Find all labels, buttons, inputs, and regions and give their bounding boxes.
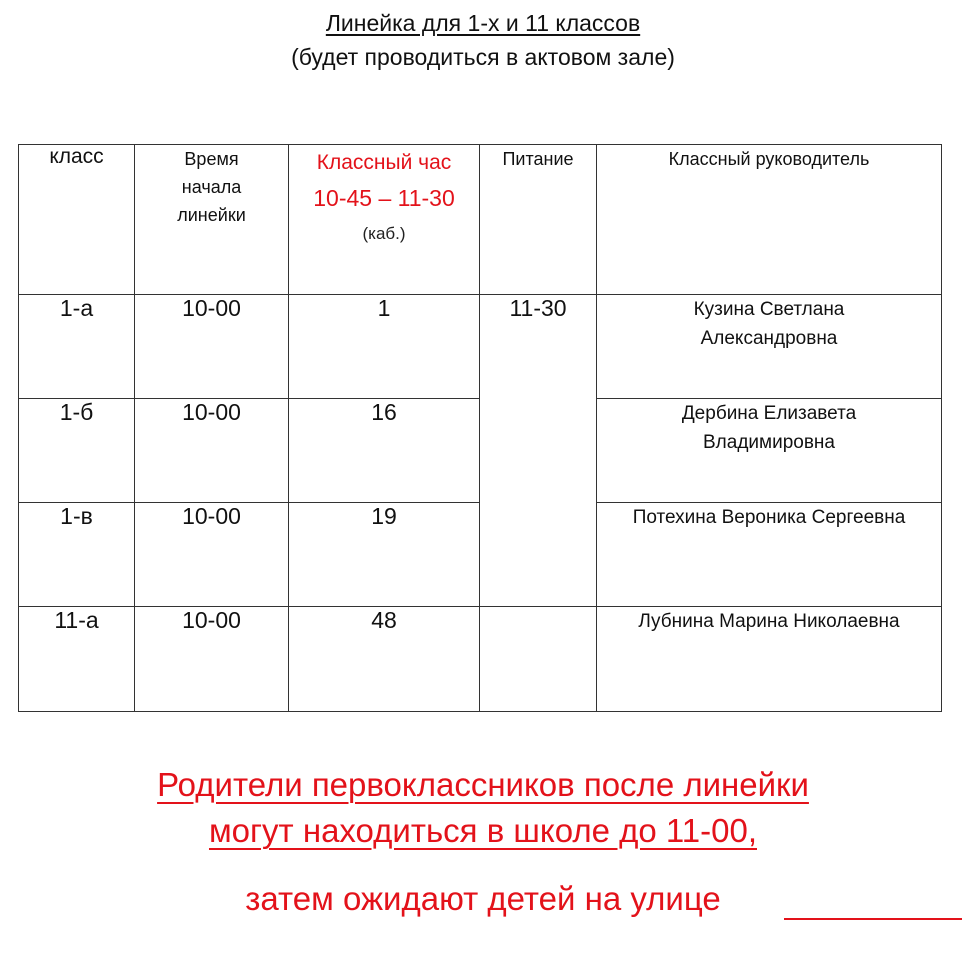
page-title: Линейка для 1-х и 11 классов	[325, 10, 641, 36]
notice-underline	[784, 918, 962, 920]
teacher-cell: Потехина Вероника Сергеевна	[597, 503, 942, 607]
class-cell: 1-в	[19, 503, 135, 607]
header-start-time: Время начала линейки	[135, 145, 289, 295]
table-row	[19, 607, 942, 712]
teacher-cell: Дербина Елизавета Владимировна	[597, 399, 942, 503]
meal-cell-empty	[480, 607, 597, 712]
notice-line-1: Родители первоклассников после линейки	[157, 766, 809, 803]
room-cell: 19	[289, 503, 480, 607]
start-time-cell: 10-00	[135, 295, 289, 399]
room-cell: 48	[289, 607, 480, 712]
notice-line-2: могут находиться в школе до 11-00,	[208, 812, 757, 849]
start-time-cell: 10-00	[135, 399, 289, 503]
room-cell: 16	[289, 399, 480, 503]
start-time-cell: 10-00	[135, 607, 289, 712]
header-teacher: Классный руководитель	[597, 145, 942, 295]
notice-line-3: затем ожидают детей на улице	[245, 880, 721, 917]
room-cell: 1	[289, 295, 480, 399]
start-time-cell: 10-00	[135, 503, 289, 607]
class-cell: 1-а	[19, 295, 135, 399]
class-cell: 11-а	[19, 607, 135, 712]
schedule-table	[18, 144, 942, 712]
header-meal: Питание	[480, 145, 597, 295]
class-cell: 1-б	[19, 399, 135, 503]
class-hour-title: Классный час	[316, 151, 452, 174]
page-subtitle: (будет проводиться в актовом зале)	[291, 44, 675, 70]
meal-cell: 11-30	[480, 295, 597, 607]
class-hour-time: 10-45 – 11-30	[313, 185, 455, 211]
header-class-hour	[289, 145, 480, 295]
class-hour-room-note: (каб.)	[362, 224, 406, 243]
teacher-cell: Кузина Светлана Александровна	[597, 295, 942, 399]
table-header-row	[19, 145, 942, 295]
header-class: класс	[19, 145, 135, 295]
table-row	[19, 295, 942, 399]
teacher-cell: Лубнина Марина Николаевна	[597, 607, 942, 712]
